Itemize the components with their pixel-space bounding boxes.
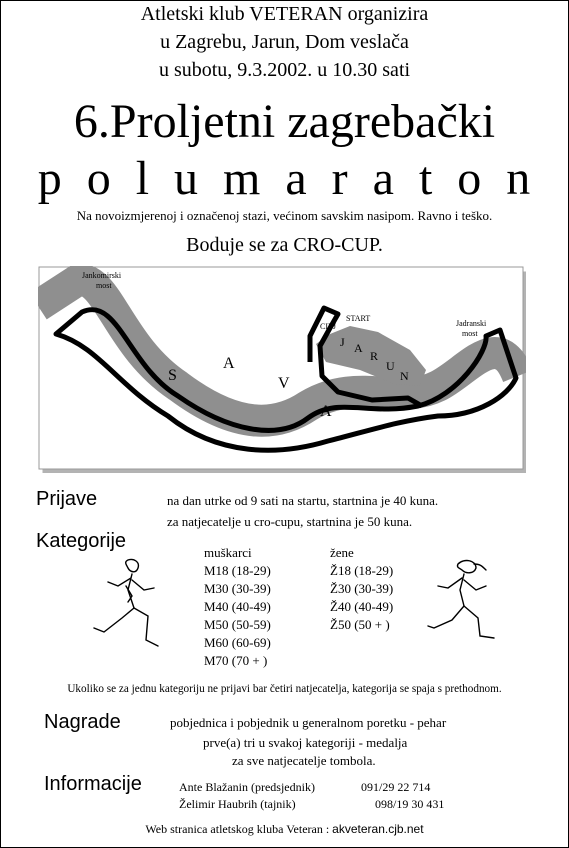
informacije-label: Informacije — [44, 773, 142, 795]
start-label: START — [346, 314, 371, 323]
prijave-label: Prijave — [36, 488, 98, 510]
category-item: M40 (40-49) — [204, 599, 271, 614]
route-map — [38, 266, 526, 473]
event-title: 6.Proljetni zagrebački — [73, 95, 496, 148]
header-line-1: Atletski klub VETERAN organizira — [140, 3, 429, 25]
river-letter: A — [223, 355, 235, 372]
river-letter: V — [278, 375, 290, 392]
female-runner-icon — [424, 556, 504, 660]
category-item: Ž50 (50 + ) — [330, 617, 390, 632]
event-subtitle: polumaraton — [37, 152, 556, 205]
website-link[interactable]: akveteran.cjb.net — [332, 822, 424, 836]
contact-phone: 098/19 30 431 — [375, 797, 445, 811]
nagrade-line-3: za sve natjecatelje tombola. — [232, 753, 376, 768]
category-item: Ž40 (40-49) — [330, 599, 394, 614]
women-categories — [330, 544, 393, 634]
nagrade-line-1: pobjednica i pobjednik u generalnom poretku - pehar — [170, 715, 447, 730]
prijave-line-1: na dan utrke od 9 sati na startu, startnina je 40 kuna. — [167, 493, 439, 508]
river-letter: S — [168, 367, 177, 384]
contact-phone: 091/29 22 714 — [361, 780, 431, 794]
contact-name: Želimir Haubrih (tajnik) — [179, 797, 296, 811]
category-item: M60 (60-69) — [204, 635, 271, 650]
lake-letter: A — [354, 341, 363, 355]
bridge-right-label-1: Jadranski — [456, 319, 487, 328]
category-item: Ž18 (18-29) — [330, 563, 394, 578]
header-line-3: u subotu, 9.3.2002. u 10.30 sati — [158, 59, 411, 81]
lake-letter: N — [400, 369, 409, 383]
lake-letter: R — [370, 349, 379, 363]
category-item: M50 (50-59) — [204, 617, 271, 632]
men-header: muškarci — [204, 545, 252, 560]
route-description: Na novoizmjerenoj i označenoj stazi, većinom savskim nasipom. Ravno i teško. — [76, 208, 493, 223]
bridge-left-label-2: most — [96, 281, 112, 290]
category-note: Ukoliko se za jednu kategoriju ne prijavi bar četiri natjecatelja, kategorija se spaja s prethodnom. — [67, 683, 502, 695]
nagrade-label: Nagrade — [44, 711, 121, 733]
category-item: Ž30 (30-39) — [330, 581, 394, 596]
male-runner-icon — [88, 556, 172, 660]
footer-text: Web stranica atletskog kluba Veteran : — [145, 822, 330, 836]
lake-letter: U — [386, 359, 395, 373]
nagrade-line-2: prve(a) tri u svakoj kategoriji - medalja — [203, 735, 408, 750]
bridge-right-label-2: most — [462, 329, 478, 338]
kategorije-label: Kategorije — [36, 530, 127, 552]
cup-note: Boduje se za CRO-CUP. — [186, 234, 383, 256]
river-letter: A — [320, 403, 332, 420]
header-line-2: u Zagrebu, Jarun, Dom veslača — [160, 31, 409, 53]
category-item: M18 (18-29) — [204, 563, 271, 578]
category-item: M70 (70 + ) — [204, 653, 268, 668]
prijave-line-2: za natjecatelje u cro-cupu, startnina je 50 kuna. — [167, 514, 413, 529]
finish-label: CILJ — [320, 322, 336, 331]
footer — [0, 822, 569, 837]
contact-name: Ante Blažanin (predsjednik) — [179, 780, 315, 794]
lake-letter: J — [340, 335, 345, 349]
men-categories — [204, 544, 271, 670]
category-item: M30 (30-39) — [204, 581, 271, 596]
bridge-left-label-1: Jankomirski — [82, 271, 122, 280]
women-header: žene — [330, 545, 354, 560]
